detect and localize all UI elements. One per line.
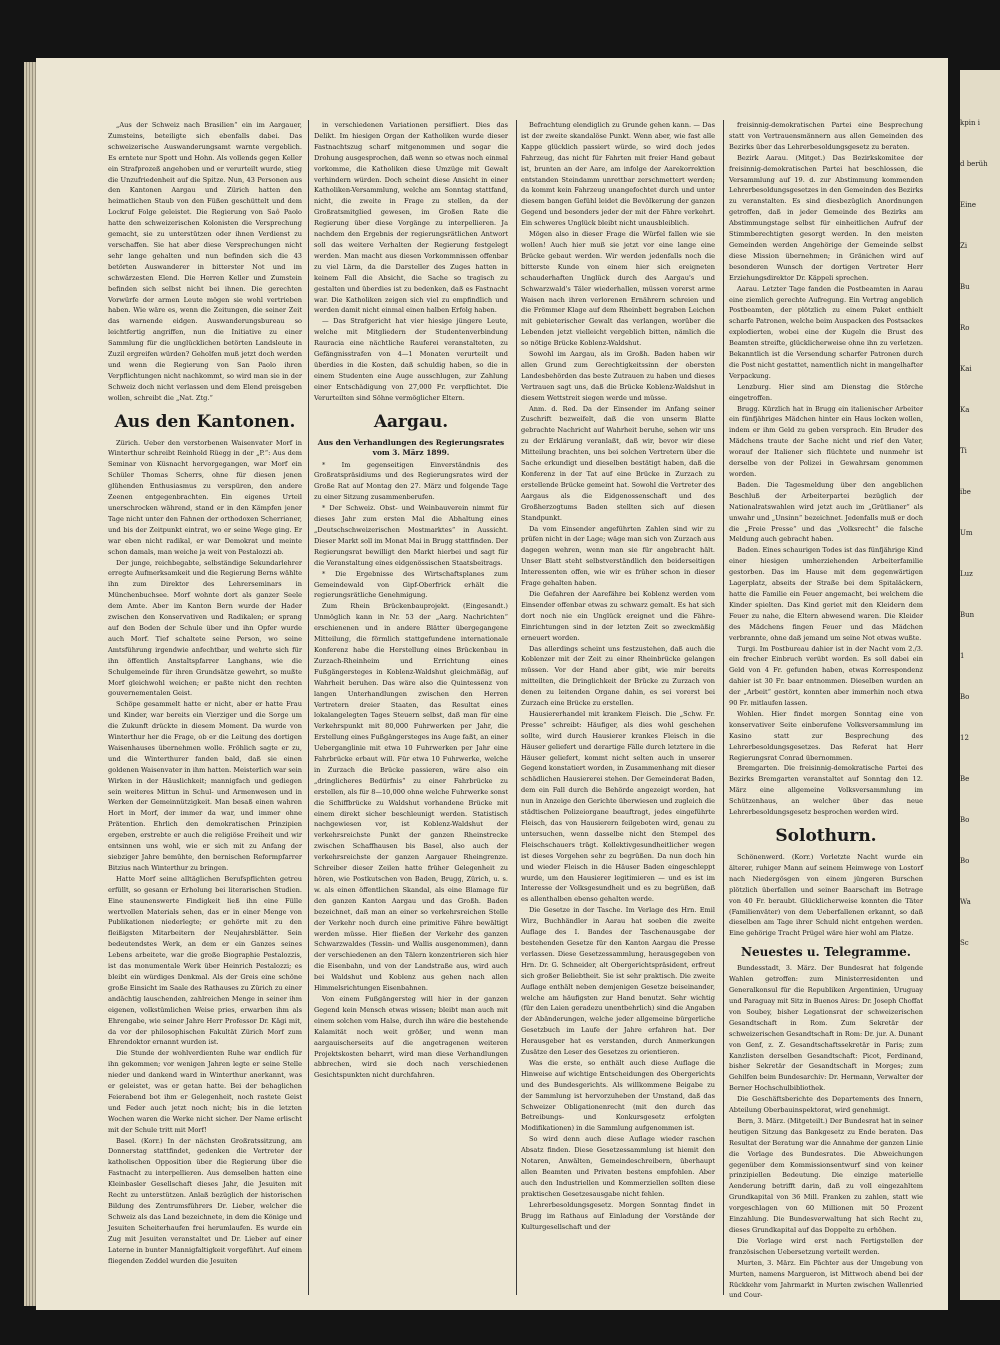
scrap-text-fragment: Sc xyxy=(960,939,969,947)
scrap-text-fragment: Luz xyxy=(960,570,973,578)
scrap-text-fragment: 1 xyxy=(960,652,965,660)
article-paragraph: Sowohl im Aargau, als im Großh. Baden haben wir allen Grund zum Gerechtigkeitssinn der obersten Landesbehörden das beste Zutrauen zu haben und dieses Vertrauen sagt uns, daß die Brücke Koblenz-Waldshut in diesem Wettstreit siegen werde und müsse. xyxy=(521,350,715,402)
article-paragraph: Zum Rhein Brückenbauprojekt. (Eingesandt.) Unmöglich kann in Nr. 53 der „Aarg. Nachrichten“ erschienenen und in andere Blätter übergegangene Mitteilung, die förmlich stattgefundene internationale Konferenz habe die Herstellung eines Brückenbau in Zurzach-Rheinheim und Errichtung eines Fußgängersteges in Koblenz-Waldshut gleichmäßig, auf Wahrheit beruhen. Das wäre also die Quintessenz von langen Unterhandlungen zwischen den Herren Vertretern dreier Staaten, das Resultat eines lokalangelegten Tages Steuern selbst, daß man für eine Verkehrspunkt mit 80,000 Fuhrwerken per Jahr, die Erstellung eines Fußgängersteges ins Auge faßt, an einer Ueberganglinie mit etwa 10 Fuhrwerken per Jahr eine Fahrbrücke erbaut will. Für etwa 10 Fuhrwerke, welche in Zurzach die Brücke passieren, wäre also ein „dringlicheres Bedürfnis“ zu einer Fahrbrücke zu erstellen, als für 8—10,000 ohne welche Fuhrwerke sonst die Schiffbrücke zu Waldshut vorhandene Brücke mit einem direkt sicher beschleunigt werden. Statistisch nachgewiesen vor, ist Koblenz-Waldshut der verkehrsreichste Punkt der ganzen Rheinstrecke zwischen Schaffhausen bis Basel, also auch der verkehrsreichste der ganzen Aargauer Rheingrenze. Schreiber dieser Zeilen hatte früher Gelegenheit zu hören, wie Postkutschen von Baden, Brugg, Zürich, u. s. w. als einen öffentlichen Skandal, als eine Blamage für den ganzen Kanton Aargau und das Großh. Baden bezeichnet, daß man an einer so verkehrsreichen Stelle der Verkehr noch durch eine primitive Fähre bewältigt werden müsse. Hier fließen der Verkehr des ganzen Schwarzwaldes (Tessin- und Wallis ausgenommen), dann der verschiedenen an den Tälern konzentrieren sich hier die Eisenbahn, und von der Landstraße aus, wird auch bei Waldshut und Koblenz aus gehen nach allen Himmelsrichtungen Eisenbahnen. xyxy=(314,602,508,993)
scrap-text-fragment: ibe xyxy=(960,488,971,496)
scrap-text-fragment: Ro xyxy=(960,324,970,332)
article-paragraph: Die Gefahren der Aarefähre bei Koblenz werden vom Einsender offenbar etwas zu schwarz gemalt. Es hat sich dort noch nie ein Unglück ereignet und die Fähre-Einrichtungen sind in der letzten Zeit so zweckmäßig erneuert worden. xyxy=(521,589,715,642)
article-paragraph: Basel. (Korr.) In der nächsten Großratssitzung, am Donnerstag stattfindet, gedenken die Vertreter der katholischen Opposition über die Regierung über die Fastnacht zu interpellieren. Aus demselben hatten eine Kleinbasler Gesellschaft dieses Jahr, die Jesuiten mit Recht zu unterstützen. Anlaß bezüglich der historischen Bildung des Zentrumsführers Dr. Lieber, welcher die Schweiz als das Land bezeichnete, in dem die Könige und Jesuiten Scheiterhaufen frei herumlaufen. Es wurde ein Zug mit Jesuiten veranstaltet und Dr. Lieber auf einer Laterne in bunter Mannigfaltigkeit vorgeführt. Auf einem fliegenden Zeddel wurden die Jesuiten xyxy=(108,1136,302,1265)
article-paragraph: Die Vorlage wird erst nach Fertigstellen der französischen Uebersetzung verteilt werden. xyxy=(729,1236,923,1256)
article-paragraph: Lehrerbesoldungsgesetz. Morgen Sonntag findet in Brugg im Rathaus auf Einladung der Vorstände der Kulturgesellschaft und der xyxy=(521,1200,715,1231)
scrap-text-fragment: Kai xyxy=(960,365,972,373)
article-paragraph: Anm. d. Red. Da der Einsender im Anfang seiner Zuschrift bezweifelt, daß die von unserm Blatte gebrachte Nachricht auf Wahrheit beruhe, sehen wir uns zu der Erklärung veranlaßt, daß wir, bevor wir diese Mitteilung brachten, uns bei solchen Vertretern über die Sache erkundigt und dieselben bestätigt haben, daß die Konferenz in der Tat auf eine Brücke in Zurzach zu erstellende Brücke gemeint hat. Sowohl die Vertreter des Aargaus als die Eidgenossenschaft und des Großherzogtums Baden stellten sich auf diesen Standpunkt. xyxy=(521,404,715,522)
article-paragraph: Murten, 3. März. Ein Pächter aus der Umgebung von Murten, namens Margueron, ist Mittwoch abend bei der Rückkehr vom Jahrmarkt in Murten zwischen Wallenried und Cour- xyxy=(729,1258,923,1300)
article-paragraph: Bundesstadt, 3. März. Der Bundesrat hat folgende Wahlen getroffen: zum Ministerresidenten und Generalkonsul für die Republiken Argentinien, Uruguay und Paraguay mit Sitz in Buenos Aires: Dr. Joseph Choffat von Soubey, bisher Legationsrat der schweizerischen Gesandtschaft in Rom. Zum Sekretär der schweizerischen Gesandtschaft in Rom: Dr. jur. A. Dunant von Genf, z. Z. Gesandtschaftssekretär in Paris; zum Kanzlisten derselben Gesandtschaft: Picot, Ferdinand, bisher Sekretär der Gesandtschaft in Morges; zum Gehilfen beim Bundesarchiv: Dr. Hermann, Verwalter der Berner Hochschulbibliothek. xyxy=(729,964,923,1093)
scrap-text-fragment: 12 xyxy=(960,734,969,742)
article-paragraph: Die Gesetze in der Tasche. Im Verlage des Hrn. Emil Wirz, Buchhändler in Aarau hat soeben die zweite Auflage des I. Bandes der Taschenausgabe der bestehenden Gesetze für den Kanton Aargau die Presse verlassen. Diese Gesetzessammlung, herausgegeben von Hrn. Dr. G. Schneider, alt Obergerichtspräsident, erfreut sich großer Beliebtheit. Sie ist sehr praktisch. Die zweite Auflage enthält neben demjenigen Gesetze beiseinander, welche am häufigsten zur Hand benutzt. Sehr wichtig (für den Laien geradezu unentbehrlich) sind die Angaben der Abänderungen, welche jeder allgemeine bürgerliche Gesetzbuch im Laufe der Jahre erfahren hat. Der Herausgeber hat es verstanden, durch Anmerkungen Zusätze den Leser des Gesetzes zu orientieren. xyxy=(521,906,715,1057)
section-heading: Aus den Kantonen. xyxy=(114,411,296,432)
article-paragraph: * Im gegenseitigen Einverständnis des Großratspräsidiums und des Regierungsrates wird der Große Rat auf Montag den 27. März und folgende Tage zu einer Sitzung zusammenberufen. xyxy=(314,460,508,502)
article-paragraph: Lenzburg. Hier sind am Dienstag die Störche eingetroffen. xyxy=(729,382,923,402)
article-paragraph: Hatte Morf seine alltäglichen Berufspflichten getreu erfüllt, so gesann er Erholung bei literarischen Studien. Eine staunenswerte Findigkeit ließ ihn eine Fülle wertvollen Materials sehen, das er in einer Menge von Publikationen niederlegte; er gehörte mit zu den fleißigsten Mitarbeitern der Neujahrsblätter. Sein bedeutendstes Werk, an dem er ein Ganzes seines Lebens arbeitete, war die große Biographie Pestalozzis, ist das monumentale Werk über Heinrich Pestalozzi; es bleibt ein würdiges Denkmal. Als der Greis eine schöne große Einsicht im Saale des Rathauses zu Zürich zu einer andächtig lauschenden, zahlreichen Menge in seiner ihm eigenen, volkstümlichen Weise pries, erwarben ihm als Ehrengabe, wie seiner Jahre Herr Professor Dr. Kägi mit, da vor der philosophischen Fakultät Zürich Morf zum Ehrendoktor ernannt wurden ist. xyxy=(108,874,302,1047)
column-rule xyxy=(516,120,517,1295)
article-paragraph: Da vom Einsender angeführten Zahlen sind wir zu prüfen nicht in der Lage; wäge man sich von Zurzach aus dagegen wehren, wenn man sie für angebracht hält. Unser Blatt steht selbstverständlich den beiderseitigen Interessenten offen, wie wir es früher schon in dieser Frage gehalten haben. xyxy=(521,524,715,588)
article-paragraph: Mögen also in dieser Frage die Würfel fallen wie sie wollen! Auch hier muß sie jetzt vor eine lange eine Brücke gebaut werden. Wir werden jedenfalls noch die bitterste Kunde von einem hier sich ereigneten schauderhaften Unglück durch des Aargau's und Schwarzwald's Täler wiederhallen, müssen vorerst arme Waisen nach ihren verlorenen Ernährern schreien und die Frömmer Klage auf dem Rheinbett begraben Leichen mit gebieterischer Gewalt das verlangen, worüber die Lebenden jetzt vielleicht vergeblich bitten, nämlich die so nötige Brücke Koblenz-Waldshut. xyxy=(521,230,715,348)
section-heading: Neuestes u. Telegramme. xyxy=(741,945,911,960)
article-paragraph: Aarau. Letzter Tage fanden die Postbeamten in Aarau eine ziemlich gerechte Aufregung. Ein Vertrag angeblich Postbeamten, der plötzlich zu einem Paket enthielt scharfe Patronen, welche beim Auspacken des Postsackes explodierten, wobei eine der Kugeln die Brust des Beamten streifte, glücklicherweise ohne ihn zu verletzen. Bekanntlich ist die Versendung scharfer Patronen durch die Post nicht gestattet, namentlich nicht in mangelhafter Verpackung. xyxy=(729,284,923,380)
scrap-text-fragment: Bun xyxy=(960,611,975,619)
column-1 xyxy=(108,120,302,1295)
scrap-text-fragment: d berüh xyxy=(960,160,988,168)
article-paragraph: in verschiedenen Variationen persifliert. Dies das Delikt. Im hiesigen Organ der Katholiken wurde dieser Fastnachtszug scharf mitgenommen und sogar die Drohung ausgesprochen, daß wenn so etwas noch einmal vorkomme, die Katholiken diese Umzüge mit Gewalt verhindern würden. Doch scheint diese Ansicht in einer Katholiken-Versammlung, welche am Sonntag stattfand, nicht, die zweite in Frage zu stellen, da der Großratsmitglied gewesen, im Großen Rate die Regierung über diese Vorgänge zu interpellieren. Ja nachdem den Ergebnis der regierungsrätlichen Antwort soll das weitere Verhalten der Regierung festgelegt werden. Man macht aus diesen Vorkommnissen offenbar zu viel Lärm, da die Darsteller des Zuges hatten in keinem Fall die Absicht, die Sache so tragisch zu gestalten und überdies ist zu bedenken, daß es Fastnacht war. Die Katholiken zeigen sich viel zu empfindlich und werden damit nicht einmal einen halben Erfolg haben. xyxy=(314,121,508,315)
article-paragraph: * Der Schweiz. Obst- und Weinbauverein nimmt für dieses Jahr zum ersten Mal die Abhaltung eines „Deutschschweizerischen Mostmarktes“ in Aussicht. Dieser Markt soll im Monat Mai in Brugg stattfinden. Der Regierungsrat bewilligt den Markt hierbei und sagt für die Veranstaltung eines eidgenössischen Staatsbeitrags. xyxy=(314,504,508,567)
scrap-text-fragment: Eine xyxy=(960,201,976,209)
article-paragraph: Die Stunde der wohlverdienten Ruhe war endlich für ihn gekommen; vor wenigen Jahren legte er seine Stelle nieder und dankend ward in Winterthur anerkannt, was er geleistet, was er getan hatte. Bei der behaglichen Feierabend bot ihm er Gelegenheit, noch rastete Geist und Feder auch jetzt noch nicht; bis in die letzten Wochen waren die Werke nicht sicher. Der Name erlischt mit der Schule tritt mit Morf! xyxy=(108,1049,302,1134)
scrap-text-fragment: Bo xyxy=(960,693,970,701)
article-paragraph: Hausiererhandel mit krankem Fleisch. Die „Schw. Fr. Presse“ schreibt: Häufiger, als dies wohl geschehen sollte, wird durch Hausierer krankes Fleisch in die Häuser geliefert und derartige Fälle durch letztere in die Häuser geliefert, kommt nicht selten auch in unserer Gegend konstatiert worden, in Zusammenhang mit dieser schädlichen Hausiererei stehen. Der Gemeinderat Baden, dem ein Fall durch die Behörde angezeigt worden, hat nun in Anzeige den Gerichte überwiesen und zugleich die städtischen Polizeiorgane beauftragt, jedes eingeführte Fleisch, das von Hausierern feilgeboten wird, genau zu untersuchen, wenn dasselbe nicht den Stempel des Fleischschauers trägt. Kollektivgesundheitlicher wegen ist dieses Vorgehen sehr zu begrüßen. Da nun doch hin und wieder Fleisch in die Häuser Baden eingeschleppt wurde, um den Hausierer legitimieren — und es ist im Interesse der Volksgesundheit und es zu begrüßen, daß es allenthalben ebenso gehalten werde. xyxy=(521,709,715,904)
column-rule xyxy=(723,120,724,1295)
article-paragraph: Baden. Eines schaurigen Todes ist das fünfjährige Kind einer hiesigen umherziehenden Arbeiterfamilie gestorben. Das im Hause mit dem gegenwärtigen Lagerplatz, abseits der Straße bei dem Spitaläckern, hatte die Familie ein Feuer angemacht, bei welchem die Kinder spielten. Das Kind geriet mit den Kleidern dem Feuer zu nahe, die Eltern abwesend waren. Die Kleider des Mädchens fingen Feuer und das Mädchen verbrannte, ohne daß jemand um seine Not etwas wußte. xyxy=(729,546,923,642)
scrap-text-fragment: Ti xyxy=(960,447,967,455)
article-paragraph: * Die Ergebnisse des Wirtschaftsplanes zum Gemeindewald von Gipf-Oberfrick erhält die regierungsrätliche Genehmigung. xyxy=(314,569,508,600)
scrap-text-fragment: Bo xyxy=(960,816,970,824)
article-paragraph: — Das Strafgericht hat vier hiesige jüngere Leute, welche mit Mitgliedern der Studentenverbindung Rauracia eine nächtliche Rauferei veranstalteten, zu Gefängnisstrafen von 4—1 Monaten verurteilt und überdies in die Kosten, daß schuldig haben, so die in einem Studenten eine Auge ausschlugen, zur Zahlung einer Entschädigung von 27,000 Fr. verpflichtet. Die Verurteilten sind Söhne vermöglicher Eltern. xyxy=(314,317,508,402)
article-paragraph: Zürich. Ueber den verstorbenen Waisenvater Morf in Winterthur schreibt Reinhold Rüegg in der „P.“: Aus dem Seminar von Küsnacht hervorgegangen, war Morf ein Schüler Thomas Scherrs, ohne für diesen jenen glühenden Enthusiasmus zu verspüren, den andere Zeenen entgegenbrachten. Ein eigenes Urteil unerschrocken während, stand er in den Kämpfen jener Tage nicht unter den Fahnen der orthodoxen Scherrianer, und bis der Zeitpunkt eintrat, wo er seine Wege ging. Er war eben nicht radikal, er war Demokrat und meinte schon damals, man weiche ja weit von Pestalozzi ab. xyxy=(108,438,302,556)
column-4 xyxy=(729,120,923,1300)
scrap-text-fragment: Be xyxy=(960,775,970,783)
article-paragraph: Bezirk Aarau. (Mitget.) Das Bezirkskomitee der freisinnig-demokratischen Partei hat beschlossen, die Versammlung auf 19. d. zur Abstimmung kommenden Lehrerbesoldungsgesetzes in den Gemeinden des Bezirks zu veranstalten. Es sind diesbezüglich Anordnungen getroffen, daß in jeder Gemeinde des Bezirks am Abstimmungstage selbst für einheitlichen Aufruf der Stimmberechtigten gesorgt werden. In den meisten Gemeinden werden Angehörige der Gemeinde selbst diese Mission übernehmen; in Gränichen wird auf besonderen Wunsch der dortigen Vertreter Herr Erziehungsdirektor Dr. Käppeli sprechen. xyxy=(729,153,923,282)
article-paragraph: Schöpe gesammelt hatte er nicht, aber er hatte Frau und Kinder, war bereits ein Vierziger und die Sorge um die Zukunft drückte in diesem Moment. Da wurde von Winterthur her die Frage, ob er die Leitung des dortigen Waisenhauses übernehmen wolle. Fröhlich sagte er zu, und die Winterthurer fanden bald, daß sie einen goldenen Waisenvater in ihm hatten. Meisterlich war sein Wirken in der Häuslichkeit; mannigfach und gediegen sein weiteres Mittun in Schul- und Armenwesen und in Werken der Gemeinnützigkeit. Man besaß einen wahren Hort in Morf, der immer da war, und immer ohne Prätention. Ehrlich den demokratischen Prinzipien ergeben, erstrebte er auch die religiöse Freiheit und wir entsinnen uns wohl, wie er sich mit zu Anfang der siebziger Jahre bemühte, den bernischen Reformpfarrer Bitzius nach Winterthur zu bringen. xyxy=(108,700,302,872)
article-paragraph: So wird denn auch diese Auflage wieder raschen Absatz finden. Diese Gesetzessammlung ist hiemit den Notaren, Anwälten, Gemeindeschreibern, überhaupt allen Beamten und Privaten bestens empfohlen. Aber auch den Industriellen und Kommerziellen sollten diese praktischen Gesetzesausgabe nicht fehlen. xyxy=(521,1135,715,1198)
article-paragraph: Die Geschäftsberichte des Departements des Innern, Abteilung Oberbauinspektorat, wird genehmigt. xyxy=(729,1095,923,1115)
scrap-text-fragment: Zi xyxy=(960,242,968,250)
article-paragraph: freisinnig-demokratischen Partei eine Besprechung statt von Vertrauensmännern aus allen Gemeinden des Bezirks über das Lehrerbesoldungsgesetz zu beraten. xyxy=(729,121,923,151)
article-paragraph: Bremgarten. Die freisinnig-demokratische Partei des Bezirks Bremgarten veranstaltet auf Sonntag den 12. März eine allgemeine Volksversammlung im Schützenhaus, an welcher über das neue Lehrerbesoldungsgesetz besprochen werden wird. xyxy=(729,764,923,817)
section-subheading: Aus den Verhandlungen des Regierungsrates vom 3. März 1899. xyxy=(317,437,505,457)
article-paragraph: Turgi. Im Postbureau dahier ist in der Nacht vom 2./3. ein frecher Einbruch verübt worden. Es soll dabei ein Geld von 4 Fr. gefunden haben, etwas Korrespondenz dahier ist 30 Fr. baar entnommen. Dieselben wurden an der „Arbeit“ gestört, konnten aber immerhin noch etwa 90 Fr. mitlaufen lassen. xyxy=(729,644,923,708)
article-paragraph: Brugg. Kürzlich hat in Brugg ein italienischer Arbeiter ein fünfjähriges Mädchen hinter ein Haus locken wollen, indem er ihm Geld zu geben versprach. Ein Bruder des Mädchens traute der Sache nicht und rief den Vater, worauf der Italiener sich flüchtete und nunmehr ist derselbe von der Polizei in Gewahrsam genommen worden. xyxy=(729,404,923,478)
article-paragraph: Schönenwerd. (Korr.) Vorletzte Nacht wurde ein älterer, ruhiger Mann auf seinem Heimwege von Lostorf nach Niedergösgen von einem jüngeren Burschen plötzlich überfallen und seiner Baarschaft im Betrage von 40 Fr. beraubt. Glücklicherweise konnten die Täter (Familienväter) von dem Ueberfallenen erkannt, so daß dieselben am Tage ihrer Schuld nicht entgehen werden. Eine gehörige Tracht Prügel wäre hier wohl am Platze. xyxy=(729,853,923,938)
article-paragraph: „Aus der Schweiz nach Brasilien“ ein im Aargauer, Zumsteins, beteiligte sich ebenfalls dabei. Das schweizerische Auswanderungsamt warnte vergeblich. Es erntete nur Spott und Hohn. Als vollends gegen Keller ein Strafprozeß angehoben und er verurteilt wurde, stieg die Unzufriedenheit auf die Spitze. Nun, 43 Personen aus den Kantonen Aargau und Zürich hatten den heimatlichen Staub von den Füßen geschüttelt und dem Lockruf Folge geleistet. Die Regierung von Saô Paolo hatte den schweizerischen Kolonisten die Versprechung gemacht, sie zu unterstützen oder ihnen Verdienst zu verschaffen. Sie hat aber diese Versprechungen nicht sehr lange gehalten und nun befinden sich die 43 betörten Auswanderer in bitterster Not und im schwärzesten Elend. Die Herren Keller und Zumstein befinden sich selbst nicht bei ihnen. Die gerechten Vorwürfe der armen Leute mögen sie wohl vertrieben haben. Wie wäre es, wenn die Zeitungen, die seiner Zeit das warnende eidgen. Auswanderungsbureau so leichtfertig angriffen, nun die Initiative zu einer Sammlung für die unglücklichen betörten Landsleute in Zuzil ergreifen würden? Geholfen muß jetzt doch werden und wenn die Regierung von San Paolo ihren Verpflichtungen nicht nachkommt, so wird man sie in der Schweiz doch nicht verlassen und dem Elend preisgeben wollen, schreibt die „Nat. Ztg.“ xyxy=(108,121,302,402)
section-heading: Solothurn. xyxy=(775,826,877,846)
adjacent-page-scrap xyxy=(960,70,1000,1300)
scrap-text-fragment: Ka xyxy=(960,406,970,414)
column-rule xyxy=(308,120,309,1295)
article-paragraph: Was die erste, so enthält auch diese Auflage die Hinweise auf wichtige Entscheidungen des Obergerichts und des Bundesgerichts. Als willkommene Beigabe zu der Sammlung ist hervorzuheben der Umstand, daß das Schweizer Obligationenrecht (mit den durch das Betreibungs- und Konkursgesetz erfolgten Modifikationen) in die Sammlung aufgenommen ist. xyxy=(521,1058,715,1133)
article-paragraph: Baden. Die Tagesmeldung über den angeblichen Beschluß der Arbeiterpartei bezüglich der Nationalratswahlen wird jetzt auch im „Grütlianer“ als unwahr und „Unsinn“ bezeichnet. Jedenfalls muß er doch die „Freie Presse“ und das „Volksrecht“ die falsche Meldung auch gebracht haben. xyxy=(729,480,923,544)
column-3 xyxy=(521,120,715,1295)
article-paragraph: Der junge, reichbegabte, selbständige Sekundarlehrer erregte Aufmerksamkeit und die Regierung Berns wählte ihn zum Direktor des Lehrerseminars in Münchenbuchsee. Morf wohnte dort als ganzer Seele dem Amte. Aber im Kanton Bern wurde der Hader zwischen den Konservativen und Radikalen; er sprang auf den Boden der Schule über und ihn Opfer wurde auch Morf. Tief schaltete seine Person, wo seine Amtsführung irgendwie anfechtbar, und wehrte sich für ihn öffentlich Anstaltspfarrer Langhans, wie die Schulgemeinde für ihren Grundsätze gewehrt, so mußte Morf gleichwohl weichen; er paßte nicht den rechten gouvernementalen Geist. xyxy=(108,558,302,698)
scrap-text-fragment: Um xyxy=(960,529,973,537)
article-paragraph: Das allerdings scheint uns festzustehen, daß auch die Koblenzer mit der Zeit zu einer Rheinbrücke gelangen müssen. Vor der Hand aber gibt, wie mir bereits mitteilten, die Dringlichkeit der Brücke zu Zurzach von denen zu leitenden Organe dahin, es sei vorerst bei Zurzach eine Brücke zu erstellen. xyxy=(521,644,715,708)
section-heading: Aargau. xyxy=(373,411,449,432)
article-paragraph: Von einem Fußgängersteg will hier in der ganzen Gegend kein Mensch etwas wissen; bleibt man auch mit einem solchen vom Halse, durch ihn wäre die bestehende Kalamität noch weit größer, und wenn man aargauischerseits auf die angetragenen weiteren Projektskosten beharrt, wird man diese Verhandlungen abbrechen, wird sie doch nach verschiedenen Gesichtspunkten nicht durchfahren. xyxy=(314,994,508,1080)
column-2 xyxy=(314,120,508,1295)
article-paragraph: Bern, 3. März. (Mitgeteilt.) Der Bundesrat hat in seiner heutigen Sitzung das Bankgesetz zu Ende beraten. Das Resultat der Beratung war die Annahme der ganzen Linie die Vorlage des Bundesrates. Die Abweichungen gegenüber dem Kommissionsentwurf sind von keiner prinzipiellen Bedeutung. Die einzige materielle Aenderung betrifft darin, daß zu voll eingezahltem Grundkapital von 36 Mill. Franken zu zahlen, statt wie vorgeschlagen von 60 Millionen mit 50 Prozent Einzahlung. Die Bundesverwaltung hat sich Recht zu, dieses Grundkapital auf das Doppelte zu erhöhen. xyxy=(729,1116,923,1234)
scrap-text-fragment: Bu xyxy=(960,283,970,291)
scrap-text-fragment: Bo xyxy=(960,857,970,865)
article-paragraph: Wohlen. Hier findet morgen Sonntag eine von konservativer Seite einberufene Volksversammlung im Kasino statt zur Besprechung des Lehrerbesoldungsgesetzes. Das Referat hat Herr Regierungsrat Conrad übernommen. xyxy=(729,709,923,762)
scrap-text-fragment: Wa xyxy=(960,898,971,906)
scrap-text-fragment: kpin i xyxy=(960,119,980,127)
article-paragraph: Befrachtung elendiglich zu Grunde gehen kann. — Das ist der zweite skandalöse Punkt. Wenn aber, wie fast alle Kappe glücklich passiert würde, so wird doch jedes Fahrzeug, das nicht für Fahrten mit freier Hand gebaut ist, brunten an der Aare, am infolge der Aarekorrektion entstanden Steindamm unrettbar zerschmettert werden; da kommt kein Fahrzeug unangefochtet durch und unter diesem bangen Gefühl leidet die Bevölkerung der ganzen Gegend und besonders jeder der mit der Fähre verkehrt. Ein schweres Unglück bleibt nicht unausbleiblich. xyxy=(521,121,715,228)
